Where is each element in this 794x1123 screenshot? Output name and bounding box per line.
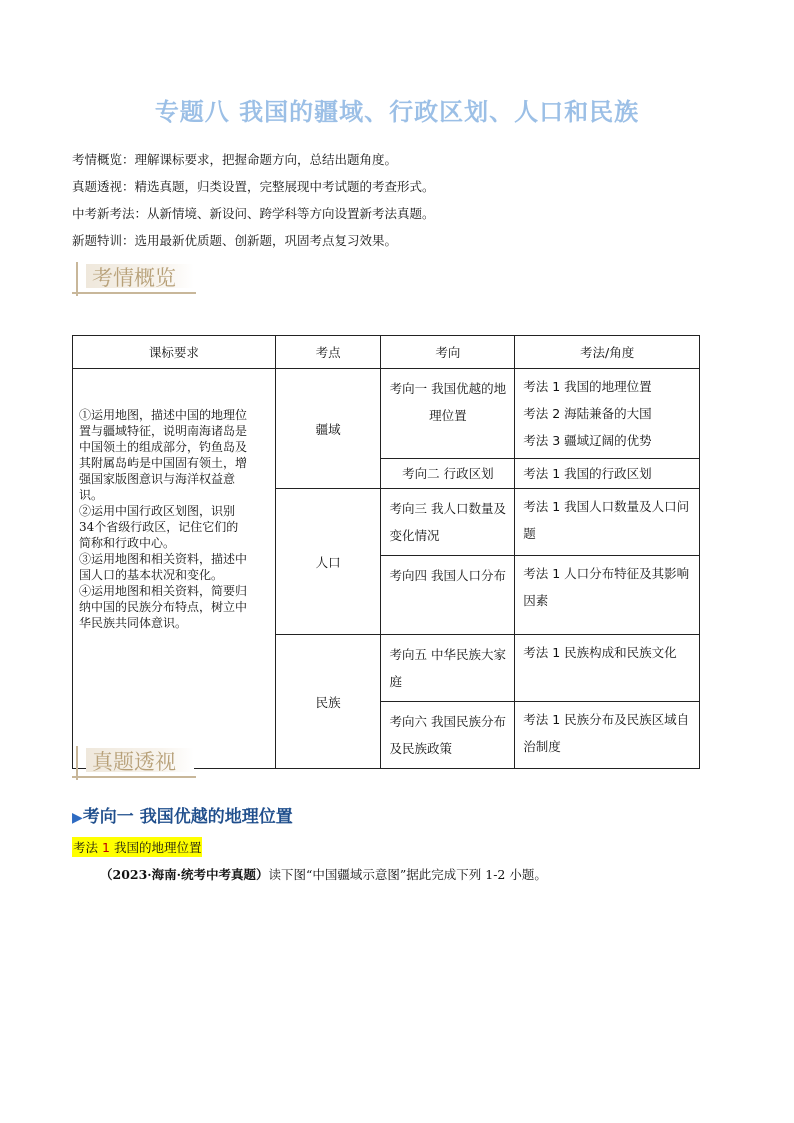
method-item: 考法 1 民族分布及民族区域自治制度 xyxy=(523,712,690,754)
method-cell xyxy=(515,459,700,489)
requirement-line: 置与疆域特征，说明南海诸岛是 xyxy=(79,424,248,438)
topic-population: 人口 xyxy=(275,489,381,635)
requirement-line: 强国家版图意识与海洋权益意 xyxy=(79,472,236,486)
requirement-line: 简称和行政中心。 xyxy=(79,536,176,550)
method-cell xyxy=(515,556,700,635)
method-item: 考法 1 人口分布特征及其影响因素 xyxy=(523,566,690,608)
kaoxiang-heading xyxy=(72,802,293,827)
requirement-line: ③运用地图和相关资料，描述中 xyxy=(79,552,248,566)
direction-cell: 考向一 我国优越的地理位置 xyxy=(381,369,515,459)
intro-line-newmethod: 中考新考法：从新情境、新设问、跨学科等方向设置新考法真题。 xyxy=(72,206,435,221)
method-item: 考法 1 我国人口数量及人口问题 xyxy=(523,499,690,541)
requirement-line: 纳中国的民族分布特点，树立中 xyxy=(79,600,248,614)
header-bar-horizontal xyxy=(72,776,196,778)
intro-line-real: 真题透视：精选真题，归类设置，完整展现中考试题的考查形式。 xyxy=(72,179,435,194)
method-cell xyxy=(515,635,700,702)
kaoxiang-heading-text: 考向一 我国优越的地理位置 xyxy=(82,807,293,827)
header-bar-vertical xyxy=(76,262,78,296)
method-item: 考法 2 海陆兼备的大国 xyxy=(523,406,652,421)
method-cell xyxy=(515,702,700,769)
triangle-right-icon: ▶ xyxy=(72,810,83,826)
requirement-line: ④运用地图和相关资料，简要归 xyxy=(79,584,248,598)
requirement-line: 国人口的基本状况和变化。 xyxy=(79,568,224,582)
direction-cell: 考向二 行政区划 xyxy=(381,459,515,489)
kaofa-number: 1 xyxy=(102,840,110,855)
page-title: 专题八 我国的疆域、行政区划、人口和民族 xyxy=(154,98,640,126)
kaofa-prefix: 考法 xyxy=(73,840,99,855)
header-bar-horizontal xyxy=(72,292,196,294)
direction-cell: 考向五 中华民族大家庭 xyxy=(381,635,515,702)
method-cell xyxy=(515,369,700,459)
requirement-line: ②运用中国行政区划图，识别 xyxy=(79,504,236,518)
question-source: （2023·海南·统考中考真题） xyxy=(100,867,269,882)
method-item: 考法 1 我国的地理位置 xyxy=(523,379,652,394)
overview-table xyxy=(72,335,700,769)
header-requirements: 课标要求 xyxy=(73,336,276,369)
header-topic: 考点 xyxy=(275,336,381,369)
header-method: 考法/角度 xyxy=(515,336,700,369)
requirement-line: 中国领土的组成部分，钓鱼岛及 xyxy=(79,440,248,454)
requirement-line: 识。 xyxy=(79,488,104,502)
question-text: 读下图“中国疆域示意图”据此完成下列 1-2 小题。 xyxy=(268,867,547,882)
direction-cell: 考向六 我国民族分布及民族政策 xyxy=(381,702,515,769)
section-overview-header xyxy=(72,258,202,298)
section-real-title: 真题透视 xyxy=(92,750,176,774)
topic-ethnicity: 民族 xyxy=(275,635,381,769)
requirements-cell xyxy=(73,369,276,769)
intro-line-training: 新题特训：选用最新优质题、创新题，巩固考点复习效果。 xyxy=(72,233,398,248)
intro-line-overview: 考情概览：理解课标要求，把握命题方向，总结出题角度。 xyxy=(72,152,398,167)
method-item: 考法 1 我国的行政区划 xyxy=(523,466,652,481)
method-cell xyxy=(515,489,700,556)
header-bar-vertical xyxy=(76,746,78,780)
requirement-line: 华民族共同体意识。 xyxy=(79,616,188,630)
kaofa-tag xyxy=(72,837,202,857)
topic-territory: 疆域 xyxy=(275,369,381,489)
question-stem xyxy=(100,865,547,883)
method-item: 考法 3 疆域辽阔的优势 xyxy=(523,433,652,448)
requirement-line: 其附属岛屿是中国固有领土，增 xyxy=(79,456,248,470)
table-header-row xyxy=(73,336,700,369)
direction-cell: 考向三 我人口数量及变化情况 xyxy=(381,489,515,556)
requirement-line: ①运用地图，描述中国的地理位 xyxy=(79,408,248,422)
requirement-line: 34个省级行政区，记住它们的 xyxy=(79,520,239,534)
direction-cell: 考向四 我国人口分布 xyxy=(381,556,515,635)
method-item: 考法 1 民族构成和民族文化 xyxy=(523,645,677,660)
kaofa-text: 我国的地理位置 xyxy=(113,840,202,855)
section-real-header xyxy=(72,742,202,782)
section-overview-title: 考情概览 xyxy=(92,266,176,290)
header-direction: 考向 xyxy=(381,336,515,369)
table-row xyxy=(73,369,700,459)
